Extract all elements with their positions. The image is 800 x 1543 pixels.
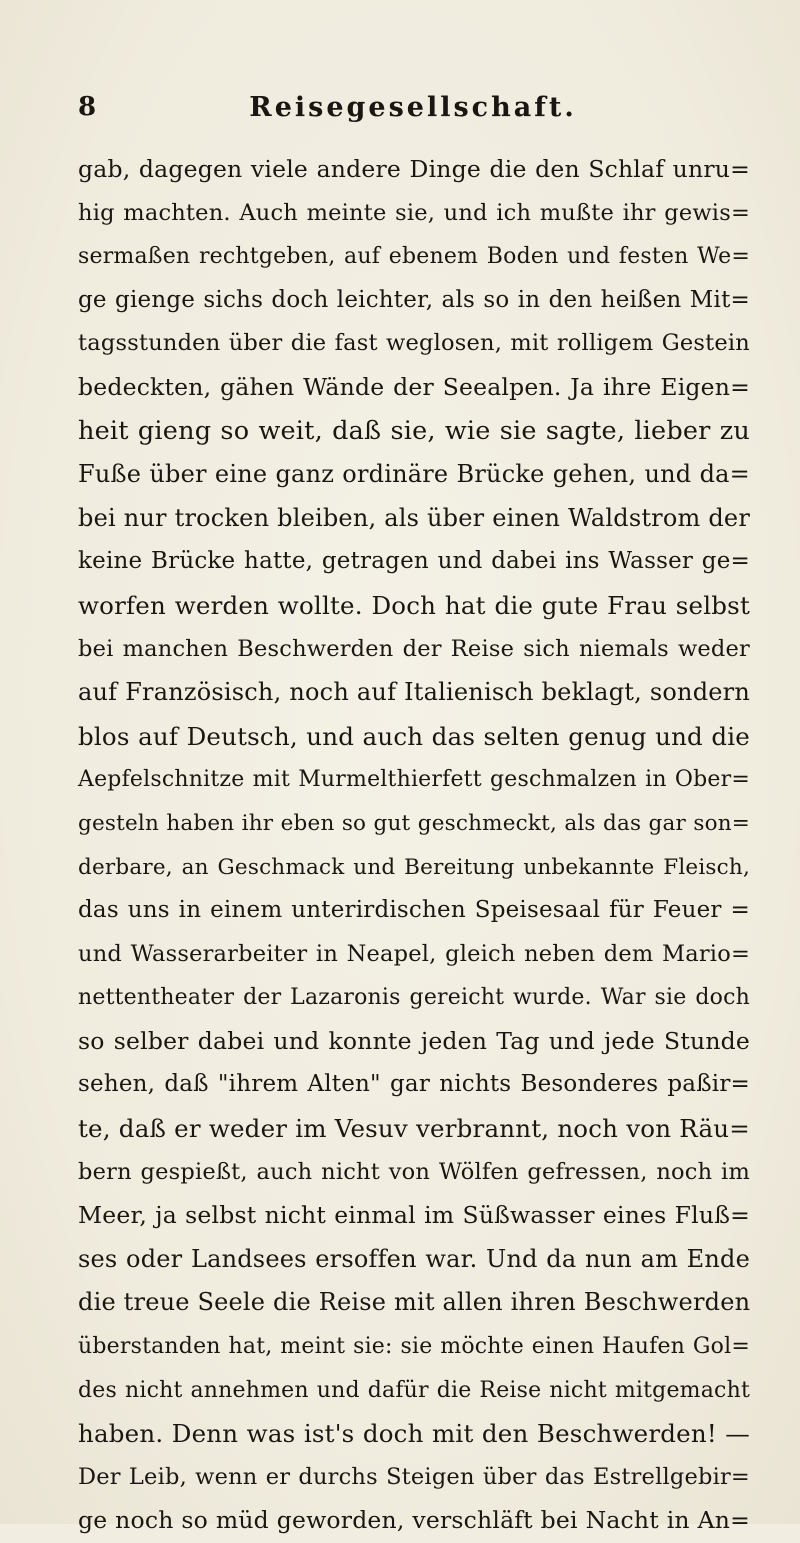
text-line: bern gespießt, auch nicht von Wölfen gefressen, noch im	[78, 1158, 750, 1185]
text-line: blos auf Deutsch, und auch das selten genug und die	[78, 721, 750, 751]
page-header	[78, 92, 748, 132]
text-line: ge noch so müd geworden, verschläft bei Nacht in An=	[78, 1506, 750, 1535]
body-text	[78, 148, 750, 1543]
text-line: die treue Seele die Reise mit allen ihren Beschwerden	[78, 1288, 751, 1317]
page-number: 8	[78, 92, 97, 122]
text-line: Der Leib, wenn er durchs Steigen über das Estrellgebir=	[78, 1463, 750, 1490]
text-line: bei manchen Beschwerden der Reise sich niemals weder	[78, 635, 750, 662]
text-line: keine Brücke hatte, getragen und dabei ins Wasser ge=	[78, 548, 750, 575]
text-line: nettentheater der Lazaronis gereicht wurde. War sie doch	[78, 985, 750, 1011]
text-line: auf Französisch, noch auf Italienisch beklagt, sondern	[78, 678, 750, 707]
text-line: ge gienge sichs doch leichter, als so in den heißen Mit=	[78, 286, 750, 313]
text-line: heit gieng so weit, daß sie, wie sie sagte, lieber zu	[78, 415, 750, 446]
text-line: ses oder Landsees ersoffen war. Und da nun am Ende	[78, 1244, 750, 1273]
text-line: gesteln haben ihr eben so gut geschmeckt, als das gar son=	[78, 810, 750, 836]
text-line: des nicht annehmen und dafür die Reise nicht mitgemacht	[78, 1377, 750, 1403]
text-line: und Wasserarbeiter in Neapel, gleich neben dem Mario=	[78, 940, 750, 967]
text-line: bedeckten, gähen Wände der Seealpen. Ja ihre Eigen=	[78, 372, 750, 401]
running-head: Reisegesellschaft.	[249, 92, 577, 123]
text-line: haben. Denn was ist's doch mit den Beschwerden! —	[78, 1419, 750, 1449]
text-line: so selber dabei und konnte jeden Tag und jede Stunde	[78, 1026, 750, 1055]
text-line: bei nur trocken bleiben, als über einen Waldstrom der	[78, 503, 750, 532]
text-line: tagsstunden über die fast weglosen, mit rolligem Gestein	[78, 330, 750, 357]
text-line: sehen, daß "ihrem Alten" gar nichts Besonderes paßir=	[78, 1071, 750, 1098]
text-line: hig machten. Auch meinte sie, und ich mußte ihr gewis=	[78, 199, 750, 226]
text-line: Fuße über eine ganz ordinäre Brücke gehen, und da=	[78, 460, 750, 489]
text-line: derbare, an Geschmack und Bereitung unbekannte Fleisch,	[78, 854, 750, 880]
text-line: Aepfelschnitze mit Murmelthierfett geschmalzen in Ober=	[78, 767, 750, 793]
text-line: worfen werden wollte. Doch hat die gute Frau selbst	[78, 590, 750, 620]
text-line: Meer, ja selbst nicht einmal im Süßwasser eines Fluß=	[78, 1201, 750, 1230]
text-line: das uns in einem unterirdischen Speisesaal für Feuer =	[78, 897, 750, 924]
text-line: gab, dagegen viele andere Dinge die den Schlaf unru=	[78, 155, 750, 183]
text-line: sermaßen rechtgeben, auf ebenem Boden und festen We=	[78, 244, 750, 270]
text-line: te, daß er weder im Vesuv verbrannt, noch von Räu=	[78, 1114, 750, 1144]
text-line: überstanden hat, meint sie: sie möchte einen Haufen Gol=	[78, 1334, 750, 1360]
